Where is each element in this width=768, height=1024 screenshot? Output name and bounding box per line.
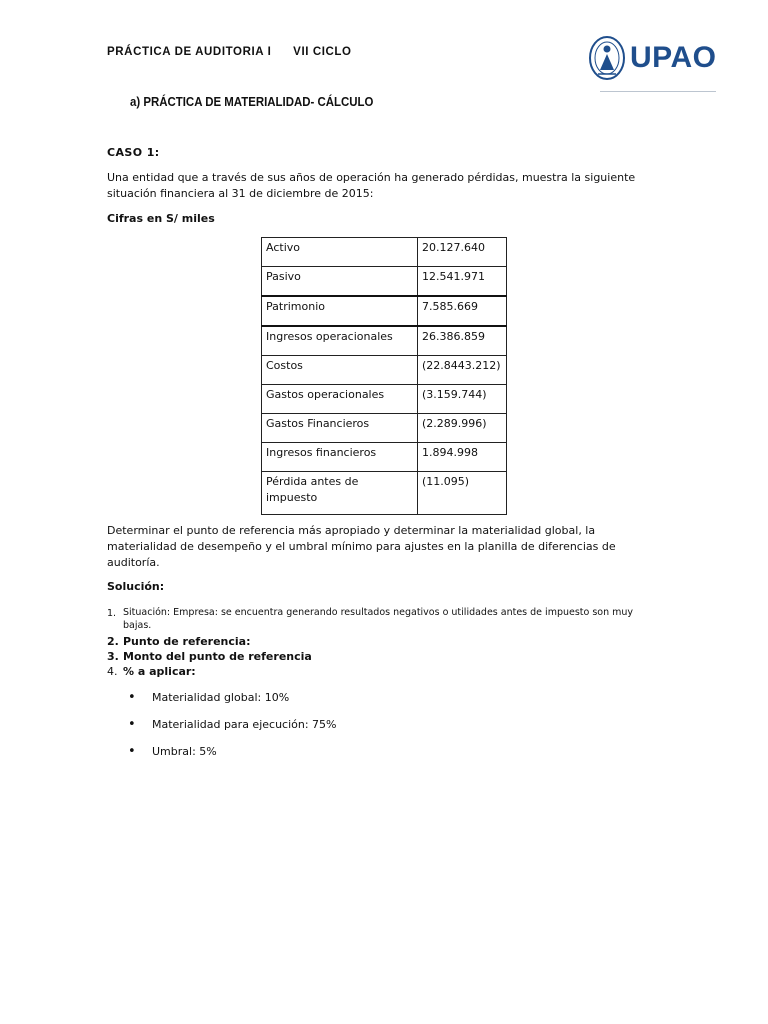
intro-paragraph xyxy=(107,170,647,202)
table-row xyxy=(262,443,507,472)
figures-caption: Cifras en S/ miles xyxy=(107,212,215,225)
cycle-label: VII CICLO xyxy=(293,46,352,58)
row-label: Pasivo xyxy=(262,267,418,297)
table-row xyxy=(262,472,507,515)
step-text: % a aplicar: xyxy=(123,665,196,678)
section-title: a) PRÁCTICA DE MATERIALIDAD- CÁLCULO xyxy=(130,94,374,109)
intro-line: situación financiera al 31 de diciembre de 2015: xyxy=(107,187,374,200)
list-item xyxy=(107,664,647,679)
instruction-line: Determinar el punto de referencia más apropiado y determinar la materialidad global, la xyxy=(107,524,596,537)
row-value: (11.095) xyxy=(418,472,507,515)
upao-logo xyxy=(588,32,717,86)
instruction-paragraph xyxy=(107,523,627,571)
list-item xyxy=(107,606,647,632)
step-text: Situación: Empresa: se encuentra generando resultados negativos o utilidades antes de impuesto son muy xyxy=(123,607,634,618)
row-label: Pérdida antes de impuesto xyxy=(262,472,418,515)
step-text: bajas. xyxy=(123,620,152,631)
table-row xyxy=(262,356,507,385)
header-divider xyxy=(600,91,716,92)
step-number: 2. xyxy=(107,635,119,648)
step-text: Punto de referencia: xyxy=(123,635,251,648)
row-value: 7.585.669 xyxy=(418,296,507,326)
row-label: Ingresos financieros xyxy=(262,443,418,472)
step-text: Monto del punto de referencia xyxy=(123,650,312,663)
step-number: 1. xyxy=(107,608,117,619)
instruction-line: auditoría. xyxy=(107,556,160,569)
row-value: (2.289.996) xyxy=(418,414,507,443)
step-number: 3. xyxy=(107,650,119,663)
row-label: Ingresos operacionales xyxy=(262,326,418,356)
row-label: Patrimonio xyxy=(262,296,418,326)
row-label: Gastos Financieros xyxy=(262,414,418,443)
row-value: 12.541.971 xyxy=(418,267,507,297)
bullet-text: Materialidad para ejecución: 75% xyxy=(152,718,337,731)
solution-title: Solución: xyxy=(107,580,165,593)
bullet-text: Materialidad global: 10% xyxy=(152,691,290,704)
table-row xyxy=(262,326,507,356)
steps-list xyxy=(107,606,647,679)
university-seal-icon xyxy=(588,34,628,84)
bullet-icon: • xyxy=(128,717,136,732)
row-label: Gastos operacionales xyxy=(262,385,418,414)
row-value: 1.894.998 xyxy=(418,443,507,472)
intro-line: Una entidad que a través de sus años de operación ha generado pérdidas, muestra la siguiente xyxy=(107,171,636,184)
table-row xyxy=(262,385,507,414)
list-item xyxy=(107,649,647,664)
document-header xyxy=(107,46,352,58)
bullet-text: Umbral: 5% xyxy=(152,745,217,758)
table-row xyxy=(262,238,507,267)
bullet-icon: • xyxy=(128,744,136,759)
list-item xyxy=(107,634,647,649)
logo-wordmark: UPAO xyxy=(630,41,717,74)
row-value: 20.127.640 xyxy=(418,238,507,267)
row-label: Costos xyxy=(262,356,418,385)
bullet-icon: • xyxy=(128,690,136,705)
table-row xyxy=(262,296,507,326)
row-value: (3.159.744) xyxy=(418,385,507,414)
row-value: 26.386.859 xyxy=(418,326,507,356)
table-row xyxy=(262,414,507,443)
row-label: Activo xyxy=(262,238,418,267)
case-title: CASO 1: xyxy=(107,146,160,159)
financial-table xyxy=(261,237,507,515)
table-row xyxy=(262,267,507,297)
course-title: PRÁCTICA DE AUDITORIA I xyxy=(107,46,272,58)
step-number: 4. xyxy=(107,665,118,678)
instruction-line: materialidad de desempeño y el umbral mínimo para ajustes en la planilla de diferencias de xyxy=(107,540,616,553)
row-value: (22.8443.212) xyxy=(418,356,507,385)
